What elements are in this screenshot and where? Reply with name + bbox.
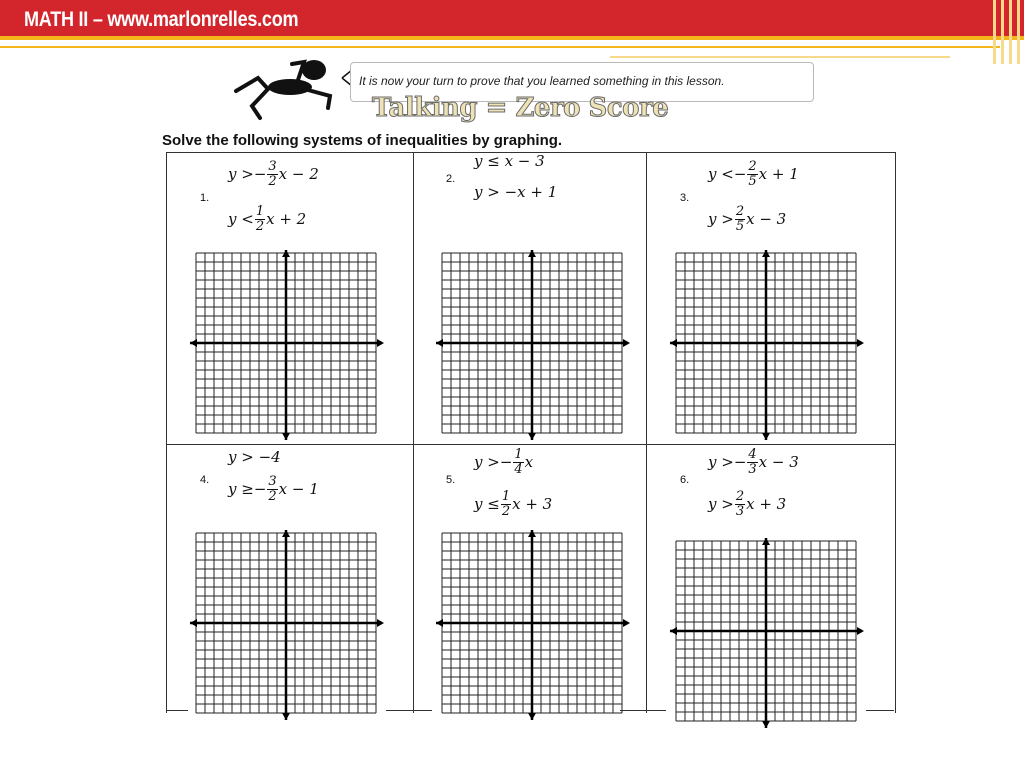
x-axis-arrow-right (857, 339, 864, 347)
x-axis-arrow-left (190, 619, 197, 627)
inequality-lhs: y > (708, 494, 734, 513)
inequality-2 (708, 490, 786, 519)
x-axis-arrow-right (623, 339, 630, 347)
x-axis-arrow-left (670, 627, 677, 635)
y-axis-arrow-down (528, 713, 536, 720)
fraction (501, 490, 511, 519)
header-title: MATH II – www.marlonrelles.com (24, 8, 299, 31)
fraction (267, 475, 277, 504)
fraction-denominator: 2 (255, 219, 265, 234)
x-axis-arrow-left (436, 339, 443, 347)
fraction-numerator: 2 (748, 159, 757, 174)
y-axis-arrow-down (762, 433, 770, 440)
problem-number: 2. (446, 173, 456, 185)
fraction-numerator: 3 (268, 474, 277, 489)
table-bottom-edge (386, 710, 432, 711)
inequality-2 (228, 475, 319, 504)
inequality-1 (474, 152, 545, 170)
y-axis-arrow-down (282, 713, 290, 720)
inequality-rest: x − 3 (746, 209, 787, 228)
inequality-1 (228, 448, 281, 466)
coordinate-grid[interactable] (190, 250, 390, 440)
x-axis-arrow-right (377, 619, 384, 627)
inequality-text: y ≤ x − 3 (474, 152, 545, 170)
fraction-numerator: 1 (255, 204, 265, 219)
fraction (513, 448, 523, 477)
x-axis-arrow-right (623, 619, 630, 627)
coordinate-grid[interactable] (670, 250, 870, 440)
inequality-text: y > −4 (228, 448, 281, 466)
coordinate-grid[interactable] (670, 538, 870, 728)
inequality-1 (228, 160, 319, 189)
table-bottom-edge (866, 710, 894, 711)
inequality-sign: − (733, 452, 747, 471)
table-divider (646, 153, 647, 713)
x-axis-arrow-right (377, 339, 384, 347)
inequality-rest: x + 1 (758, 164, 799, 183)
fraction-numerator: 1 (514, 447, 523, 462)
fraction-numerator: 2 (735, 489, 745, 504)
inequality-rest: x (524, 452, 534, 471)
inequality-rest: x + 3 (746, 494, 787, 513)
header-decoration (984, 0, 1024, 64)
inequality-rest: x + 3 (512, 494, 553, 513)
inequality-sign: − (253, 479, 267, 498)
header-stripe-short (610, 56, 950, 58)
fraction (735, 490, 745, 519)
fraction-numerator: 3 (268, 159, 277, 174)
table-divider (167, 444, 895, 445)
x-axis-arrow-left (190, 339, 197, 347)
fraction (747, 160, 757, 189)
inequality-rest: x − 2 (278, 164, 319, 183)
fraction-denominator: 3 (735, 504, 745, 519)
fraction-numerator: 4 (748, 447, 757, 462)
problem-number: 4. (200, 474, 210, 486)
coordinate-grid[interactable] (190, 530, 390, 720)
coordinate-grid[interactable] (436, 250, 636, 440)
fraction (735, 205, 745, 234)
speech-bubble-text: It is now your turn to prove that you learned something in this lesson. (359, 74, 725, 88)
fraction-denominator: 4 (514, 462, 523, 477)
fraction-denominator: 5 (748, 174, 757, 189)
inequality-1 (708, 160, 799, 189)
inequality-1 (708, 448, 799, 477)
fraction-denominator: 2 (268, 174, 277, 189)
inequality-lhs: y < (708, 164, 734, 183)
inequality-1 (474, 448, 533, 477)
fraction-numerator: 1 (501, 489, 511, 504)
y-axis-arrow-down (528, 433, 536, 440)
problem-number: 6. (680, 474, 690, 486)
inequality-2 (708, 205, 786, 234)
inequality-2 (228, 205, 306, 234)
inequality-rest: x + 2 (266, 209, 307, 228)
fraction-numerator: 2 (735, 204, 745, 219)
inequality-sign: − (499, 452, 513, 471)
inequality-2 (474, 490, 552, 519)
x-axis-arrow-right (857, 627, 864, 635)
problem-number: 3. (680, 192, 690, 204)
inequality-lhs: y > (708, 209, 734, 228)
fraction (255, 205, 265, 234)
x-axis-arrow-left (670, 339, 677, 347)
problem-number: 1. (200, 192, 210, 204)
fraction (747, 448, 757, 477)
fraction-denominator: 2 (268, 489, 277, 504)
warning-text: Talking = Zero Score (372, 93, 669, 123)
inequality-sign: − (253, 164, 267, 183)
inequality-sign: − (733, 164, 747, 183)
inequality-lhs: y > (474, 452, 500, 471)
inequality-lhs: y > (228, 164, 254, 183)
fraction-denominator: 5 (735, 219, 745, 234)
inequality-lhs: y ≥ (228, 479, 254, 498)
fraction (267, 160, 277, 189)
table-bottom-edge (166, 710, 188, 711)
inequality-lhs: y ≤ (474, 494, 500, 513)
fraction-denominator: 3 (748, 462, 757, 477)
y-axis-arrow-down (282, 433, 290, 440)
header-stripe (0, 36, 1024, 40)
coordinate-grid[interactable] (436, 530, 636, 720)
inequality-text: y > −x + 1 (474, 183, 558, 201)
x-axis-arrow-left (436, 619, 443, 627)
inequality-rest: x − 1 (278, 479, 319, 498)
stick-figure-icon (232, 56, 354, 124)
header-stripe-lower (0, 46, 1000, 48)
problem-number: 5. (446, 474, 456, 486)
y-axis-arrow-down (762, 721, 770, 728)
fraction-denominator: 2 (501, 504, 511, 519)
inequality-2 (474, 183, 557, 201)
inequality-lhs: y < (228, 209, 254, 228)
instruction-text: Solve the following systems of inequalities by graphing. (162, 132, 563, 149)
inequality-lhs: y > (708, 452, 734, 471)
table-divider (413, 153, 414, 713)
inequality-rest: x − 3 (758, 452, 799, 471)
